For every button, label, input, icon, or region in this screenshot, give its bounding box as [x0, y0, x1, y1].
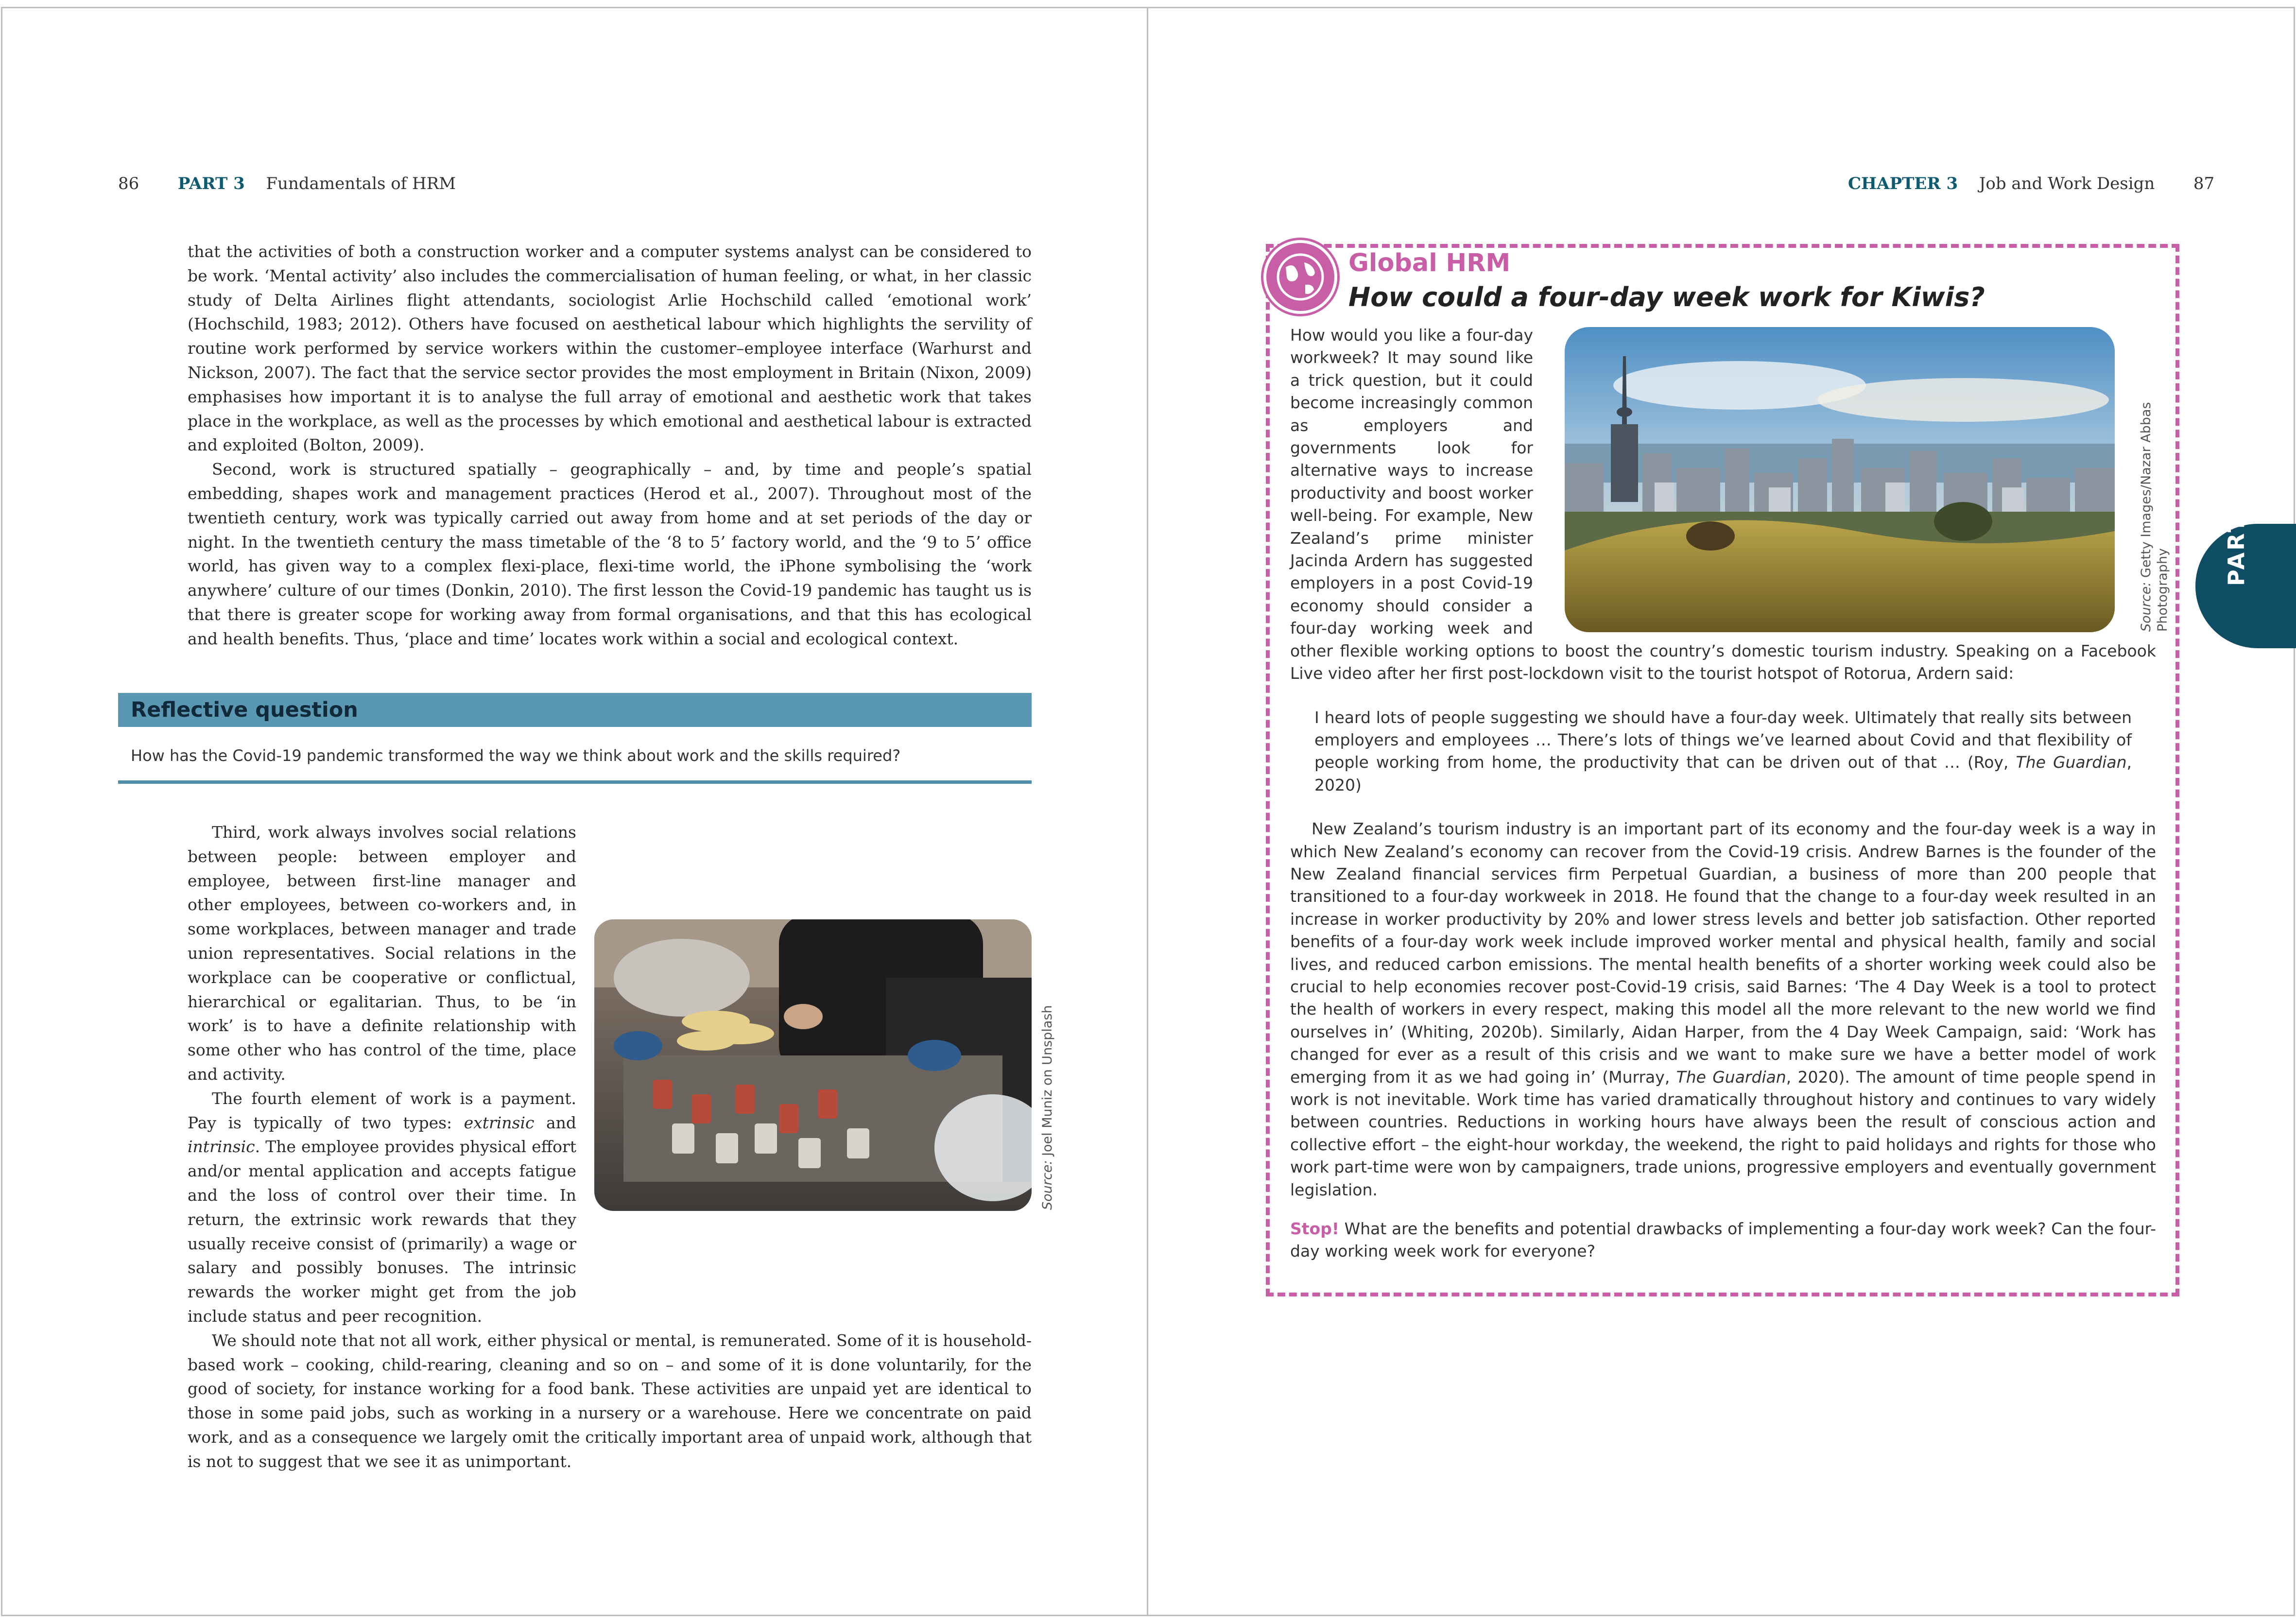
auckland-skyline-illustration [1565, 327, 2115, 632]
main-text-b: , 2020). The amount of time people spend in work is not inevitable. Work time has varied dramatically throughout history and continues to vary widely between countries. Reductions in working hours have always been the result of conscious action and collective effort – the eight-hour workday, the weekend, the right to paid holidays and rights for those who work part-time were won by campaigners, trade unions, progressive employers and eventually government legislation. [1290, 1067, 2156, 1199]
main-text-a: New Zealand’s tourism industry is an important part of its economy and the four-day week is a way in which New Zealand’s economy can recover from the Covid-19 crisis. Andrew Barnes is the founder of the New Zealand financial services firm Perpetual Guardian, a business of more than 200 people that transitioned to a four-day workweek in 2018. He found that the change to a four-day week resulted in an increase in worker productivity by 20% and lower stress levels and better job satisfaction. Other reported benefits of a four-day work week include improved worker mental and physical health, family and social lives, and reduced carbon emissions. The mental health benefits of a shorter working week could also be crucial to help economies recover post-Covid-19 crisis, said Barnes: ‘The 4 Day Week is a tool to protect the health of workers in every respect, making this model all the more relevant to the new world we find ourselves in’ (Whiting, 2020b). Similarly, Aidan Harper, from the 4 Day Week Campaign, said: ‘Work has changed for ever as a result of this crisis and we want to make sure we have a better model of work emerging from it as we had going in’ (Murray, [1290, 819, 2156, 1087]
paragraph-social-relations: Third, work always involves social relations between people: between employer and employee, between first-line manager and other employees, between co-workers and, in some workplaces, between manager and trade union representatives. Social relations in the workplace can be cooperative or conflictual, hierarchical or egalitarian. Thus, to be ‘in work’ is to have a definite relationship with some other who has control of the time, place and activity. [188, 823, 576, 1084]
right-running-head [1848, 174, 2214, 193]
quote-text-a: I heard lots of people suggesting we should have a four-day week. Ultimately that really sits between employers and employees … There’s lots of things we’ve learned about Covid and that flexibility of people working from home, the productivity that can be driven out of that … (Roy, [1314, 708, 2132, 772]
food-bank-illustration [594, 919, 1032, 1211]
left-running-head [118, 174, 456, 193]
quote-text-b: , 2020) [1314, 753, 2132, 794]
box-title: Global HRM [1348, 249, 1511, 277]
reflective-question-text: How has the Covid-19 pandemic transformed the way we think about work and the skills required? [131, 746, 901, 765]
city-credit-name-2: Photography [2155, 548, 2170, 632]
left-page-number: 86 [118, 174, 139, 193]
food-bank-photo [594, 919, 1032, 1211]
ardern-quote [1314, 707, 2132, 797]
chapter-label: CHAPTER 3 [1848, 174, 1958, 193]
part-title: Fundamentals of HRM [266, 174, 456, 193]
paragraph-spatial: Second, work is structured spatially – geographically – and, by time and people’s spatial embedding, shapes work and management practices (Herod et al., 2007). Throughout most of the twentieth century, work was typically carried out away from home and at set periods of the day or night. In the twentieth century the mass timetable of the ‘8 to 5’ factory world, and the ‘9 to 5’ office world, has given way to a complex flexi-place, flexi-time world, the iPhone symbolising the ‘work anywhere’ culture of our times (Donkin, 2010). The first lesson the Covid-19 pandemic has taught us is that there is greater scope for working away from formal organisations, and that this has ecological and health benefits. Thus, ‘place and time’ locates work within a social and ecological context. [188, 460, 1032, 648]
city-credit-name: Getty Images/Nazar Abbas [2139, 402, 2154, 582]
intro-paragraph: How would you like a four-day workweek? It may sound like a trick question, but it could become increasingly common as employers and governments look for alternative ways to increase productivity and boost worker well-being. For example, New Zealand’s prime minister Jacinda Ardern has suggested employers in a post Covid-19 economy should consider a four-day working week and other flexible working options to boost the country’s domestic tourism industry. Speaking on a Facebook Live video after her first post-lockdown visit to the tourist hotspot of Rotorua, Ardern said: [1290, 326, 2156, 683]
stop-text: What are the benefits and potential drawbacks of implementing a four-day work week? Can the four-day working week work for everyone? [1290, 1219, 2156, 1261]
reflective-bottom-rule [118, 780, 1032, 784]
right-page-number: 87 [2193, 174, 2215, 193]
city-photo-credit [2138, 402, 2171, 632]
part-tab-label: PART [2223, 515, 2249, 586]
stop-label: Stop! [1290, 1219, 1339, 1239]
auckland-city-photo [1565, 327, 2115, 632]
left-top-text [188, 240, 1032, 651]
main-source-em: The Guardian [1676, 1067, 1786, 1087]
paragraph-unpaid-work: We should note that not all work, either physical or mental, is remunerated. Some of it is household-based work – cooking, child-rearing, cleaning and so on – and some of it is done voluntarily, for the good of society, for instance working for a food bank. These activities are unpaid yet are identical to those in some paid jobs, such as working in a nursery or a warehouse. Here we concentrate on paid work, and as a consequence we largely omit the critically important area of unpaid work, although that is not to suggest that we see it as unimportant. [188, 1330, 1032, 1471]
box-subtitle: How could a four-day week work for Kiwis? [1348, 282, 1985, 312]
payment-text-a: The fourth element of work is a payment. Pay is typically of two types: [188, 1088, 576, 1132]
credit-name: Joel Muniz on Unsplash [1040, 1005, 1055, 1160]
part-tab-text [2223, 488, 2249, 586]
quote-source-em: The Guardian [2016, 753, 2127, 772]
payment-extrinsic: extrinsic [464, 1113, 535, 1132]
main-paragraph [1290, 818, 2156, 1201]
reflective-heading: Reflective question [118, 693, 1032, 727]
paragraph-activities: that the activities of both a construction worker and a computer systems analyst can be considered to be work. ‘Mental activity’ also includes the commercialisation of human feeling, or what, in her classic study of Delta Airlines flight attendants, sociologist Arlie Hochschild called ‘emotional work’ (Hochschild, 1983; 2012). Others have focused on aesthetical labour which highlights the servility of routine work performed by service workers within the customer–employee interface (Warhurst and Nickson, 2007). The fact that the service sector provides the most employment in Britain (Nixon, 2009) emphasises how important it is to analyse the full array of emotional and aesthetic work that takes place in the workplace, as well as the processes by which emotional and aesthetical labour is extracted and exploited (Bolton, 2009). [188, 242, 1032, 455]
city-credit-source-label: Source: [2139, 582, 2154, 632]
part-label: PART 3 [177, 174, 245, 193]
chapter-title: Job and Work Design [1979, 174, 2155, 193]
stop-paragraph [1290, 1218, 2156, 1263]
payment-text-b: . The employee provides physical effort and/or mental application and accepts fatigue and the loss of control over their time. In return, the extrinsic work rewards that they usually receive consist of (primarily) a wage or salary and possibly bonuses. The intrinsic rewards the worker might get from the job include status and peer recognition. [188, 1137, 576, 1326]
payment-and: and [534, 1113, 576, 1132]
reflective-question-box [118, 693, 1032, 784]
credit-source-label: Source: [1040, 1160, 1055, 1210]
part-tab-number: 3 [2223, 488, 2249, 506]
payment-intrinsic: intrinsic [188, 1137, 255, 1157]
globe-glyph [1266, 243, 1334, 311]
globe-icon [1263, 240, 1337, 314]
food-bank-photo-credit [1040, 1005, 1055, 1210]
